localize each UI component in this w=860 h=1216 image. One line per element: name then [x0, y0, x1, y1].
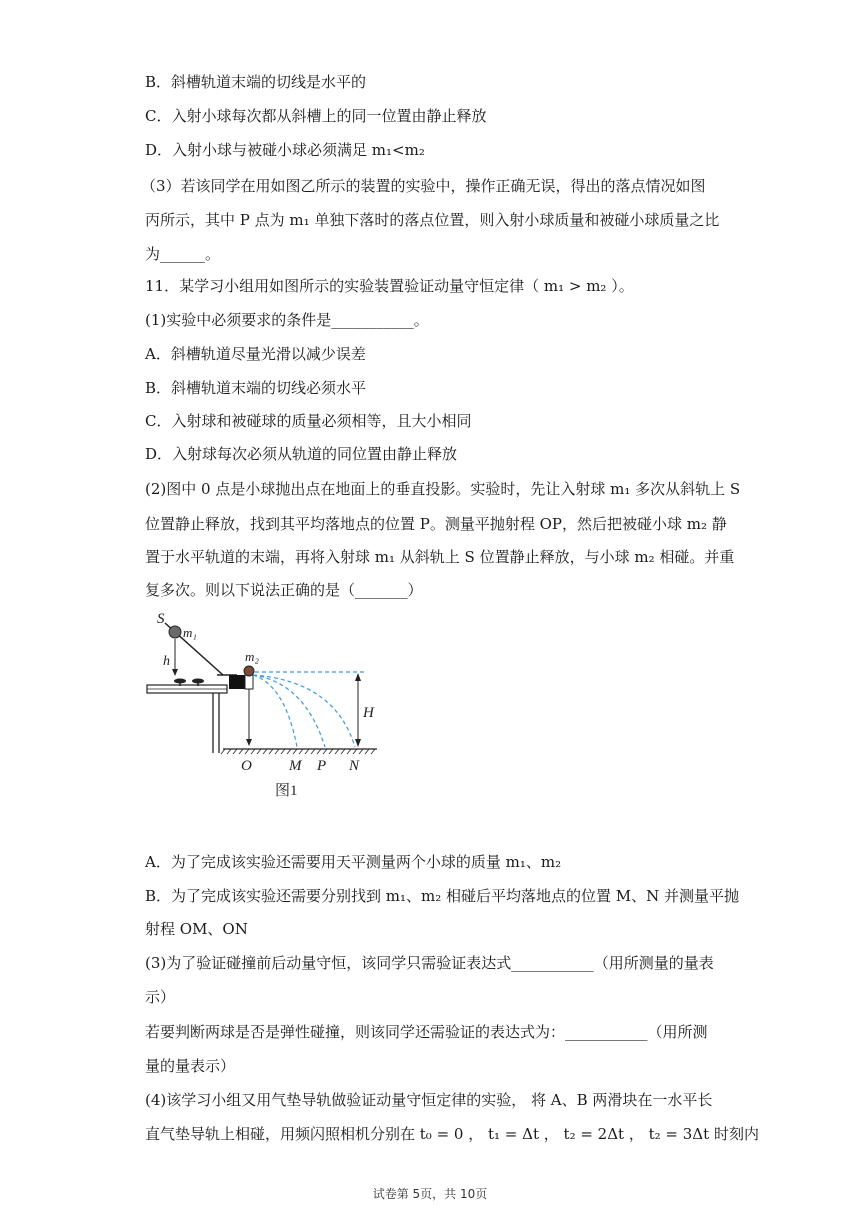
question-11-part-3-line-3: 若要判断两球是否是弹性碰撞，则该同学还需验证的表达式为：___________（用所测 [145, 1023, 708, 1041]
question-3-line-3: 为______。 [145, 245, 221, 263]
page-footer: 试卷第 5页，共 10页 [372, 1187, 488, 1201]
q11-option-a: A．斜槽轨道尽量光滑以减少误差 [145, 345, 366, 363]
label-P: P [317, 758, 327, 774]
question-11-part-4-line-1: (4)该学习小组又用气垫导轨做验证动量守恒定律的实验， 将 A、B 两滑块在一水平长 [145, 1091, 713, 1109]
label-h: h [163, 654, 170, 669]
option-d-line: D．入射小球与被碰小球必须满足 m₁<m₂ [145, 141, 425, 159]
label-M: M [289, 758, 302, 774]
trajectory-n [253, 675, 355, 747]
question-11-part-2-line-4: 复多次。则以下说法正确的是（_______） [145, 581, 423, 599]
question-11-part-3-line-1: (3)为了验证碰撞前后动量守恒，该同学只需验证表达式___________（用所测量的量表 [145, 954, 714, 972]
q11-option-c: C．入射球和被碰球的质量必须相等，且大小相同 [145, 412, 472, 430]
question-3-line-2: 丙所示，其中 P 点为 m₁ 单独下落时的落点位置，则入射小球质量和被碰小球质量之比 [145, 211, 720, 229]
option-b-line: B．斜槽轨道末端的切线是水平的 [145, 73, 367, 91]
question-11-part-2-line-3: 置于水平轨道的末端，再将入射球 m₁ 从斜轨上 S 位置静止释放，与小球 m₂ 相碰。并重 [145, 548, 735, 566]
trajectory-m [253, 675, 297, 747]
label-m2: m₂ [245, 649, 259, 664]
label-m1: m₁ [183, 625, 197, 640]
figure-caption: 图1 [275, 783, 298, 799]
q11-2-option-b-line-2: 射程 OM、ON [145, 920, 248, 938]
track-end-block [229, 675, 245, 689]
question-11-stem: 11．某学习小组用如图所示的实验装置验证动量守恒定律（ m₁ > m₂ ）。 [145, 277, 634, 295]
question-11-part-3-line-2: 示） [145, 988, 176, 1006]
label-O: O [241, 758, 252, 774]
q11-option-d: D．入射球每次必须从轨道的同位置由静止释放 [145, 445, 458, 463]
question-11-part-2-line-1: (2)图中 0 点是小球抛出点在地面上的垂直投影。实验时，先让入射球 m₁ 多次从斜轨上 S [145, 480, 741, 498]
figure-1-diagram [145, 605, 385, 805]
label-S: S [157, 611, 165, 627]
q11-option-b: B．斜槽轨道末端的切线必须水平 [145, 379, 367, 397]
q11-2-option-b-line-1: B．为了完成该实验还需要分别找到 m₁、m₂ 相碰后平均落地点的位置 M、N 并测量平抛 [145, 887, 740, 905]
label-N: N [349, 758, 360, 774]
ball-m1 [169, 626, 181, 638]
trajectory-p [253, 675, 325, 747]
option-c-line: C．入射小球每次都从斜槽上的同一位置由静止释放 [145, 107, 487, 125]
question-11-part-1: (1)实验中必须要求的条件是___________。 [145, 311, 429, 329]
question-11-part-2-line-2: 位置静止释放，找到其平均落地点的位置 P。测量平抛射程 OP，然后把被碰小球 m₂ 静 [145, 515, 727, 533]
q11-2-option-a: A．为了完成该实验还需要用天平测量两个小球的质量 m₁、m₂ [145, 853, 562, 871]
ball-m2 [244, 666, 254, 676]
question-11-part-4-line-2: 直气垫导轨上相碰，用频闪照相机分别在 t₀ = 0 ， t₁ = Δt ， t₂ = 2Δt ， t₂ = 3Δt 时刻内 [145, 1125, 759, 1143]
question-11-part-3-line-4: 量的量表示） [145, 1057, 236, 1075]
label-H: H [363, 705, 374, 721]
question-3-line-1: （3）若该同学在用如图乙所示的装置的实验中，操作正确无误，得出的落点情况如图 [141, 177, 706, 195]
